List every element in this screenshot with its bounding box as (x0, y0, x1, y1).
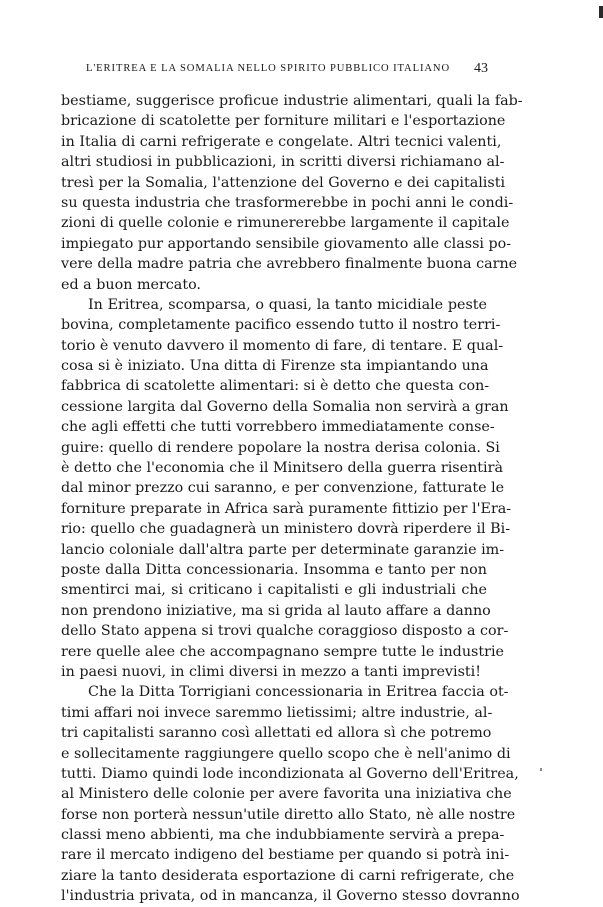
text-line: altri studiosi in pubblicazioni, in scritti diversi richiamano al- (61, 154, 505, 171)
margin-speck (540, 768, 542, 771)
text-line: guire: quello di rendere popolare la nostra derisa colonia. Si (61, 439, 500, 456)
text-line: tri capitalisti saranno così allettati ed allora sì che potremo (61, 725, 492, 742)
text-line: cosa si è iniziato. Una ditta di Firenze sta impiantando una (61, 358, 489, 375)
text-line: cessione largita dal Governo della Somalia non servirà a gran (61, 398, 509, 415)
text-line: al Ministero delle colonie per avere favorita una iniziativa che (61, 786, 512, 803)
text-line: bovina, completamente pacifico essendo tutto il nostro terri- (61, 317, 501, 334)
text-line: rio: quello che guadagnerà un ministero dovrà riperdere il Bi- (61, 521, 511, 538)
running-title: L'ERITREA E LA SOMALIA NELLO SPIRITO PUBBLICO ITALIANO (86, 63, 451, 74)
text-line: fabbrica di scatolette alimentari: si è detto che questa con- (61, 378, 490, 395)
body-text (61, 91, 523, 907)
paragraph-start-line: In Eritrea, scomparsa, o quasi, la tanto micidiale peste (88, 296, 487, 313)
text-line: non prendono iniziative, ma si grida al lauto affare a danno (61, 602, 491, 619)
text-line: vere della madre patria che avrebbero finalmente buona carne (61, 256, 518, 273)
text-line: forniture preparate in Africa sarà puramente fittizio per l'Era- (61, 500, 512, 517)
text-line: classi meno abbienti, ma che indubbiamente servirà a prepa- (61, 827, 505, 844)
text-line: dello Stato appena si trovi qualche coraggioso disposto a cor- (61, 623, 509, 640)
text-line: tutti. Diamo quindi lode incondizionata al Governo dell'Eritrea, (61, 765, 519, 782)
text-line: rere quelle alee che accompagnano sempre tutte le industrie (61, 643, 504, 660)
text-line: bricazione di scatolette per forniture militari e l'esportazione (61, 113, 506, 130)
text-line: timi affari noi invece saremmo lietissimi; altre industrie, al- (61, 704, 493, 721)
text-line: e sollecitamente raggiungere quello scopo che è nell'animo di (61, 745, 511, 762)
text-line: rare il mercato indigeno del bestiame per quando si potrà ini- (61, 847, 510, 864)
text-line: bestiame, suggerisce proficue industrie alimentari, quali la fab- (61, 93, 523, 109)
text-line: smentirci mai, si criticano i capitalisti e gli industriali che (61, 582, 487, 599)
text-line: su questa industria che trasformerebbe in pochi anni le condi- (61, 194, 514, 211)
text-line: lancio coloniale dall'altra parte per determinate garanzie im- (61, 541, 505, 558)
paragraph-start-line: Che la Ditta Torrigiani concessionaria in Eritrea faccia ot- (88, 684, 509, 701)
running-head (86, 63, 488, 79)
text-line: dal minor prezzo cui saranno, e per convenzione, fatturate le (61, 480, 505, 497)
text-line: è detto che l'economia che il Minitsero della guerra risentirà (61, 460, 503, 477)
scan-edge-mark (599, 6, 603, 18)
text-line: forse non porterà nessun'utile diretto allo Stato, nè alle nostre (61, 806, 516, 823)
text-line: poste dalla Ditta concessionaria. Insomma e tanto per non (61, 561, 487, 578)
text-line: torio è venuto davvero il momento di fare, di tentare. E qual- (61, 337, 504, 354)
text-line: tresì per la Somalia, l'attenzione del Governo e dei capitalisti (61, 174, 506, 191)
paragraph-end-line: ed a buon mercato. (61, 276, 201, 293)
text-line: impiegato pur apportando sensibile giovamento alle classi po- (61, 235, 512, 252)
paragraph-end-line: in paesi nuovi, in climi diversi in mezzo a tanti imprevisti! (61, 663, 481, 680)
text-line: che agli effetti che tutti vorrebbero immediatamente conse- (61, 419, 495, 436)
page-number: 43 (474, 61, 488, 76)
text-line: l'industria privata, od in mancanza, il Governo stesso dovranno (61, 888, 520, 905)
text-line: zioni di quelle colonie e rimunererebbe largamente il capitale (61, 215, 510, 232)
text-line: ziare la tanto desiderata esportazione di carni refrigerate, che (61, 867, 515, 884)
text-line: in Italia di carni refrigerate e congelate. Altri tecnici valenti, (61, 133, 502, 150)
